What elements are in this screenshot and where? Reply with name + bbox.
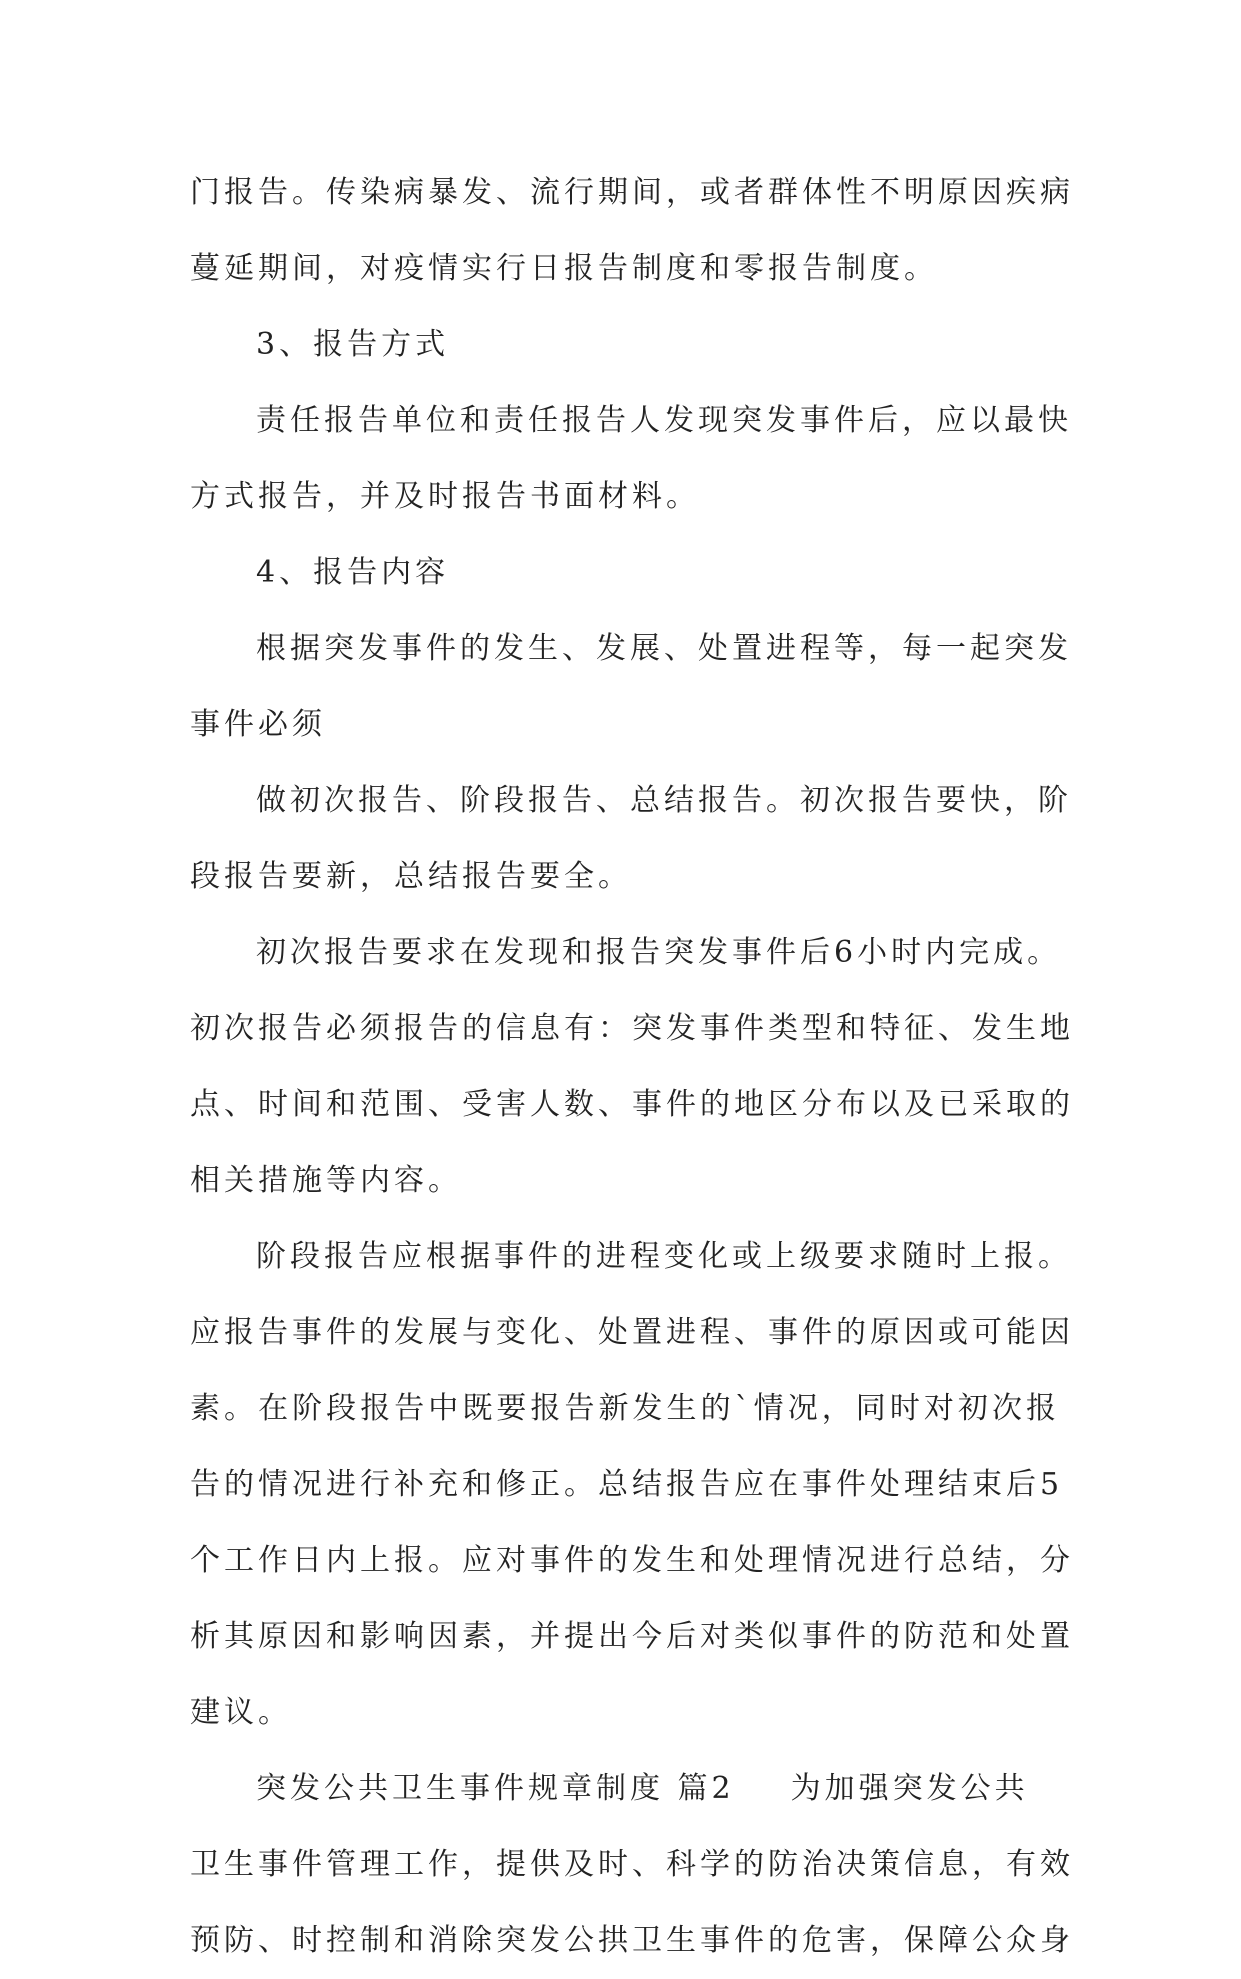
text-line: 预防、时控制和消除突发公拱卫生事件的危害，保障公众身 [190, 1923, 1074, 1958]
text-line: 责任报告单位和责任报告人发现突发事件后，应以最快 [256, 403, 1072, 438]
text-line: 析其原因和影响因素，并提出今后对类似事件的防范和处置 [190, 1619, 1074, 1654]
text-line: 点、时间和范围、受害人数、事件的地区分布以及已采取的 [190, 1087, 1074, 1122]
section-heading: 4、报告内容 [256, 555, 450, 590]
text-line: 初次报告要求在发现和报告突发事件后6小时内完成。 [256, 935, 1062, 970]
article-title-line [190, 1751, 1060, 1827]
text-line: 相关措施等内容。 [190, 1163, 462, 1198]
text-line: 素。在阶段报告中既要报告新发生的`情况，同时对初次报 [190, 1391, 1060, 1426]
text-line: 根据突发事件的发生、发展、处置进程等，每一起突发 [256, 631, 1072, 666]
text-line: 初次报告必须报告的信息有：突发事件类型和特征、发生地 [190, 1011, 1074, 1046]
text-line: 告的情况进行补充和修正。总结报告应在事件处理结束后5 [190, 1467, 1064, 1502]
section-heading: 3、报告方式 [256, 327, 450, 362]
text-line: 段报告要新，总结报告要全。 [190, 859, 632, 894]
text-line: 蔓延期间，对疫情实行日报告制度和零报告制度。 [190, 251, 938, 286]
text-line: 事件必须 [190, 707, 326, 742]
text-line: 卫生事件管理工作，提供及时、科学的防治决策信息，有效 [190, 1847, 1074, 1882]
text-line: 阶段报告应根据事件的进程变化或上级要求随时上报。 [256, 1239, 1072, 1274]
article-title: 突发公共卫生事件规章制度 篇2 [256, 1771, 735, 1806]
text-line: 做初次报告、阶段报告、总结报告。初次报告要快，阶 [256, 783, 1072, 818]
text-line: 个工作日内上报。应对事件的发生和处理情况进行总结，分 [190, 1543, 1074, 1578]
text-line: 方式报告，并及时报告书面材料。 [190, 479, 700, 514]
article-lead-text: 为加强突发公共 [790, 1771, 1029, 1806]
text-line: 应报告事件的发展与变化、处置进程、事件的原因或可能因 [190, 1315, 1074, 1350]
document-body [190, 155, 1074, 1979]
text-line: 门报告。传染病暴发、流行期间，或者群体性不明原因疾病 [190, 175, 1074, 210]
text-line: 建议。 [190, 1695, 292, 1730]
